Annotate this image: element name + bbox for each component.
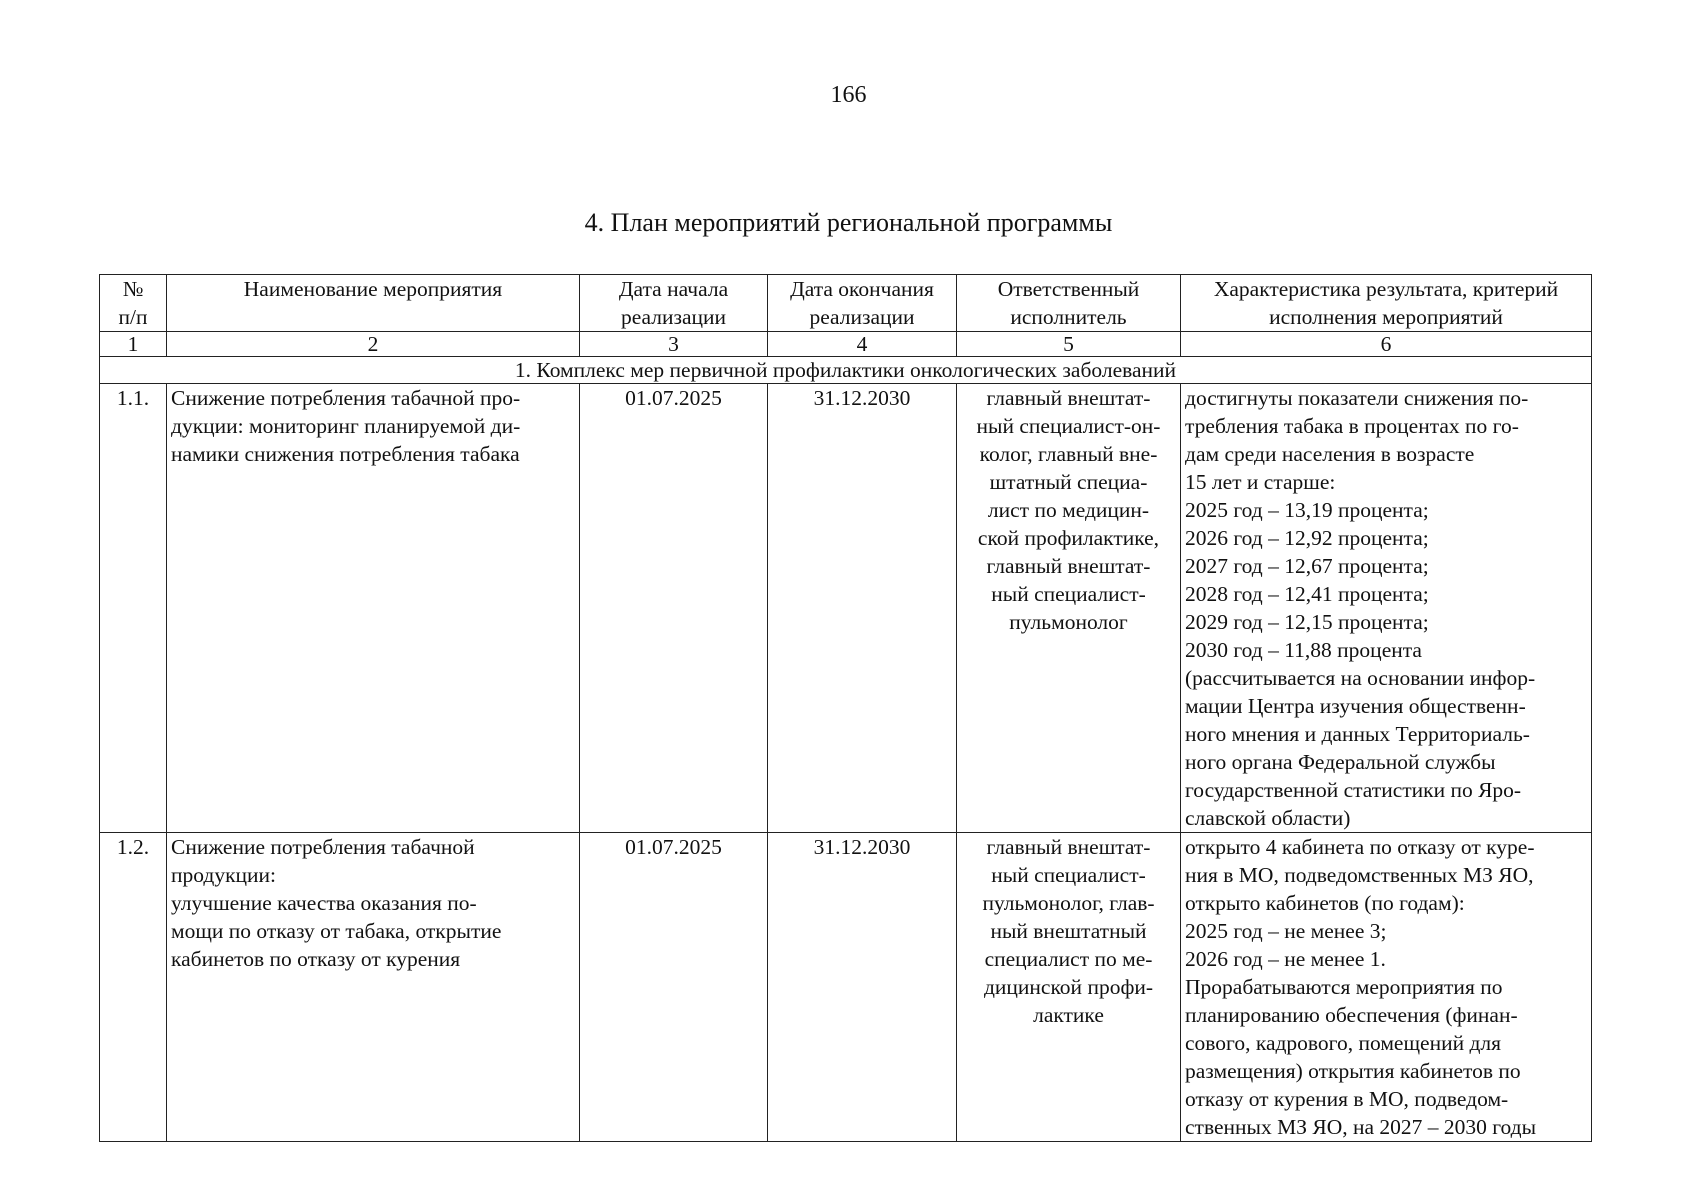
plan-table — [99, 274, 1592, 1142]
column-number: 1 — [100, 332, 167, 357]
row-number: 1.2. — [100, 833, 167, 1142]
row-number: 1.1. — [100, 384, 167, 833]
section-heading: 1. Комплекс мер первичной профилактики онкологических заболеваний — [100, 357, 1592, 384]
header-cell: Ответственный исполнитель — [957, 275, 1181, 332]
header-cell: № п/п — [100, 275, 167, 332]
result-criteria: открыто 4 кабинета по отказу от куре- ния в МО, подведомственных МЗ ЯО, открыто кабинетов (по годам): 2025 год – не менее 3; 2026 год – не менее 1. Прорабатываются мероприятия по планированию обеспечения (финан- сового, кадрового, помещений для размещения) открытия кабинетов по отказу от курения в МО, подведом- ственных МЗ ЯО, на 2027 – 2030 годы — [1181, 833, 1592, 1142]
page-number: 166 — [830, 82, 867, 108]
column-number: 3 — [580, 332, 768, 357]
responsible-executor: главный внештат- ный специалист- пульмонолог, глав- ный внештатный специалист по ме- дицинской профи- лактике — [957, 833, 1181, 1142]
table-row — [100, 833, 1592, 1142]
column-number-row — [100, 332, 1592, 357]
end-date: 31.12.2030 — [768, 384, 957, 833]
header-cell: Наименование мероприятия — [167, 275, 580, 332]
column-number: 2 — [167, 332, 580, 357]
activity-name: Снижение потребления табачной продукции: улучшение качества оказания по- мощи по отказу от табака, открытие кабинетов по отказу от курения — [167, 833, 580, 1142]
section-title: 4. План мероприятий региональной программы — [584, 208, 1113, 237]
column-number: 5 — [957, 332, 1181, 357]
end-date: 31.12.2030 — [768, 833, 957, 1142]
header-cell: Характеристика результата, критерий исполнения мероприятий — [1181, 275, 1592, 332]
column-number: 4 — [768, 332, 957, 357]
start-date: 01.07.2025 — [580, 833, 768, 1142]
header-cell: Дата окончания реализации — [768, 275, 957, 332]
column-number: 6 — [1181, 332, 1592, 357]
section-heading-row — [100, 357, 1592, 384]
table-row — [100, 384, 1592, 833]
header-row — [100, 275, 1592, 332]
activity-name: Снижение потребления табачной про- дукции: мониторинг планируемой ди- намики снижения потребления табака — [167, 384, 580, 833]
responsible-executor: главный внештат- ный специалист-он- колог, главный вне- штатный специа- лист по медицин- ской профилактике, главный внештат- ный специалист- пульмонолог — [957, 384, 1181, 833]
start-date: 01.07.2025 — [580, 384, 768, 833]
result-criteria: достигнуты показатели снижения по- требления табака в процентах по го- дам среди населения в возрасте 15 лет и старше: 2025 год – 13,19 процента; 2026 год – 12,92 процента; 2027 год – 12,67 процента; 2028 год – 12,41 процента; 2029 год – 12,15 процента; 2030 год – 11,88 процента (рассчитывается на основании инфор- мации Центра изучения общественн- ного мнения и данных Территориаль- ного органа Федеральной службы государственной статистики по Яро- славской области) — [1181, 384, 1592, 833]
header-cell: Дата начала реализации — [580, 275, 768, 332]
